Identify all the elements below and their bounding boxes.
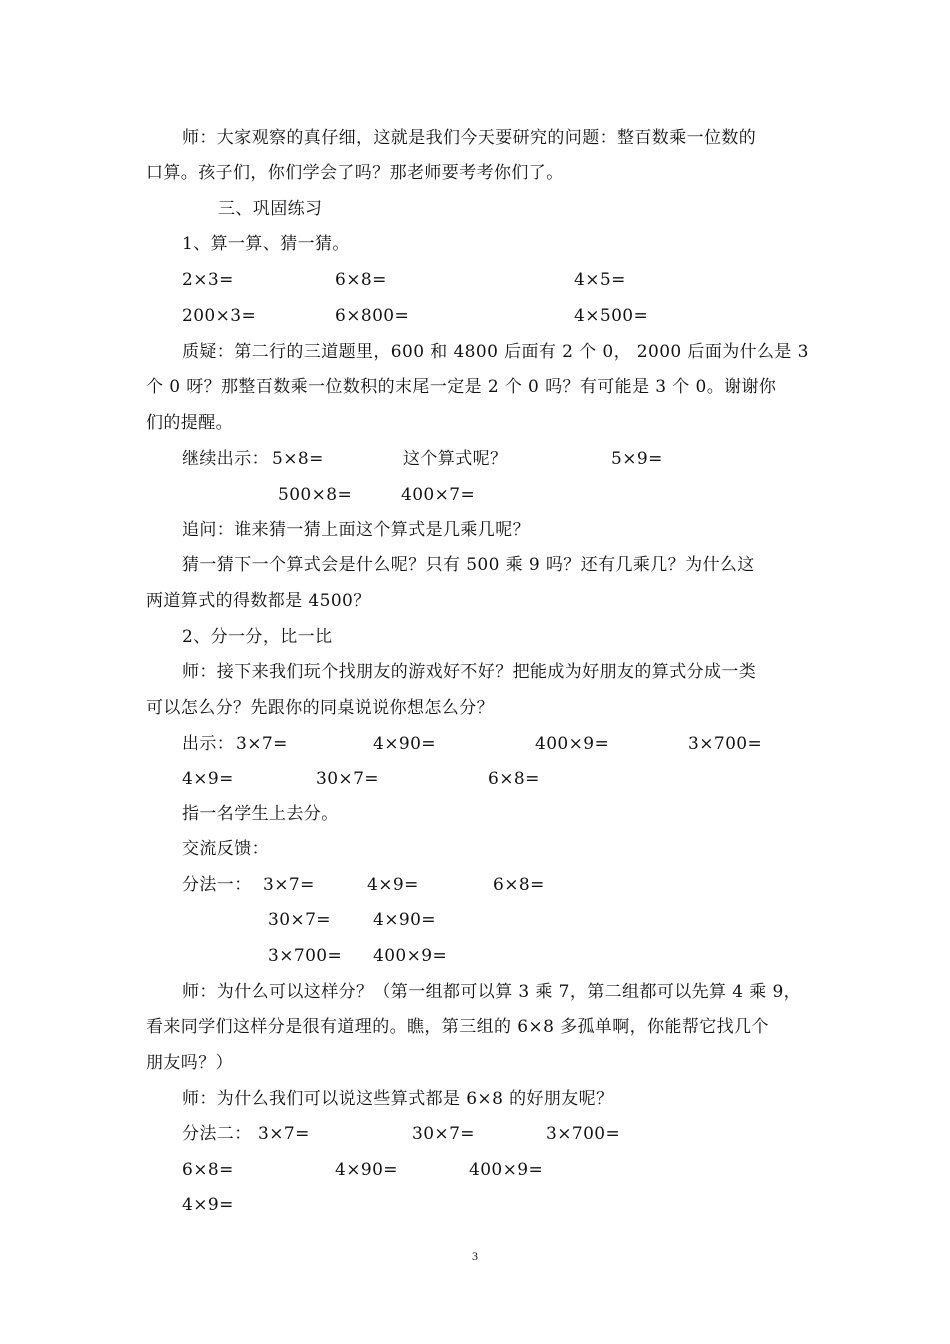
paragraph-line: 朋友吗？） — [146, 1053, 233, 1073]
equation: 5×8= — [272, 449, 324, 469]
equation: 6×8= — [335, 270, 387, 290]
equation: 5×9= — [611, 449, 663, 469]
label: 继续出示： — [182, 449, 269, 469]
paragraph-line: 指一名学生上去分。 — [182, 804, 339, 824]
subsection-heading: 1、算一算、猜一猜。 — [182, 234, 350, 254]
equation: 400×9= — [373, 946, 448, 966]
equation: 3×700= — [268, 946, 343, 966]
paragraph-line: 师：大家观察的真仔细，这就是我们今天要研究的问题：整百数乘一位数的 — [182, 128, 757, 148]
paragraph-line: 看来同学们这样分是很有道理的。瞧，第三组的 6×8 多孤单啊，你能帮它找几个 — [146, 1017, 769, 1037]
label: 出示： — [182, 734, 235, 754]
equation: 3×7= — [263, 875, 315, 895]
paragraph-line: 们的提醒。 — [146, 413, 233, 433]
equation: 4×9= — [367, 875, 419, 895]
paragraph-line: 师：接下来我们玩个找朋友的游戏好不好？把能成为好朋友的算式分成一类 — [182, 662, 757, 682]
paragraph-line: 两道算式的得数都是 4500？ — [146, 591, 371, 611]
section-heading: 三、巩固练习 — [218, 199, 323, 219]
equation: 400×7= — [401, 485, 476, 505]
paragraph-line: 可以怎么分？先跟你的同桌说说你想怎么分？ — [146, 698, 494, 718]
equation: 4×500= — [574, 306, 649, 326]
equation: 30×7= — [268, 910, 331, 930]
equation: 200×3= — [182, 306, 257, 326]
subsection-heading: 2、分一分，比一比 — [182, 627, 333, 647]
paragraph-line: 追问：谁来猜一猜上面这个算式是几乘几呢？ — [182, 520, 530, 540]
equation: 30×7= — [316, 769, 379, 789]
page-number: 3 — [472, 1249, 478, 1263]
paragraph-line: 猜一猜下一个算式会是什么呢？只有 500 乘 9 吗？还有几乘几？为什么这 — [182, 555, 755, 575]
paragraph-line: 个 0 呀？那整百数乘一位数积的末尾一定是 2 个 0 吗？有可能是 3 个 0。谢谢你 — [146, 377, 777, 397]
equation: 30×7= — [412, 1124, 475, 1144]
equation: 400×9= — [535, 734, 610, 754]
equation: 500×8= — [278, 485, 353, 505]
equation: 6×800= — [335, 306, 410, 326]
equation: 6×8= — [493, 875, 545, 895]
equation: 4×9= — [182, 769, 234, 789]
paragraph-line: 口算。孩子们，你们学会了吗？那老师要考考你们了。 — [146, 163, 564, 183]
equation: 3×7= — [258, 1124, 310, 1144]
equation: 4×9= — [182, 1195, 234, 1215]
equation: 4×5= — [574, 270, 626, 290]
equation: 3×700= — [688, 734, 763, 754]
equation: 3×700= — [546, 1124, 621, 1144]
text: 这个算式呢？ — [403, 449, 508, 469]
paragraph-line: 质疑：第二行的三道题里，600 和 4800 后面有 2 个 0， 2000 后面为什么是 3 — [182, 342, 809, 362]
label: 分法二： — [182, 1124, 252, 1144]
paragraph-line: 交流反馈： — [182, 839, 269, 859]
equation: 4×90= — [373, 734, 436, 754]
paragraph-line: 师：为什么可以这样分？（第一组都可以算 3 乘 7，第二组都可以先算 4 乘 9， — [182, 982, 802, 1002]
equation: 6×8= — [182, 1160, 234, 1180]
equation: 2×3= — [182, 270, 234, 290]
label: 分法一： — [182, 875, 252, 895]
paragraph-line: 师：为什么我们可以说这些算式都是 6×8 的好朋友呢？ — [182, 1089, 614, 1109]
equation: 4×90= — [335, 1160, 398, 1180]
equation: 400×9= — [469, 1160, 544, 1180]
equation: 3×7= — [236, 734, 288, 754]
equation: 4×90= — [373, 910, 436, 930]
equation: 6×8= — [488, 769, 540, 789]
